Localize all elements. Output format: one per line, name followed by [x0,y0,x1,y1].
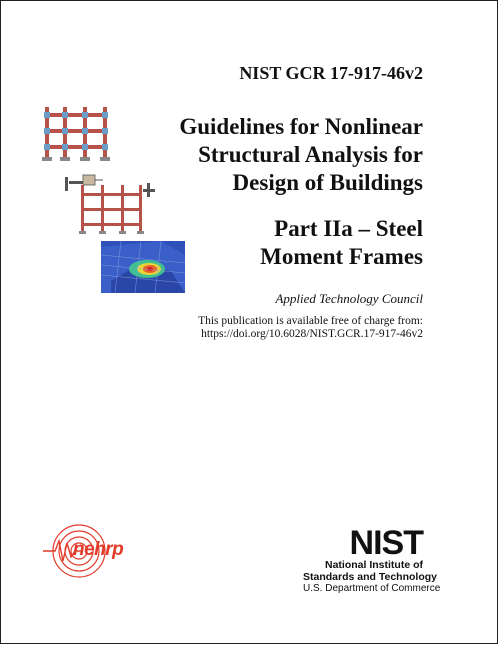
availability-note [198,315,423,341]
nist-name-line-1: National Institute of [325,559,423,571]
nist-wordmark: NIST [349,524,423,562]
part-line-2: Moment Frames [260,244,423,269]
nist-name-line-2: Standards and Technology [303,571,437,583]
nehrp-logo [43,523,143,579]
title-line-3: Design of Buildings [232,170,423,195]
author: Applied Technology Council [275,291,423,306]
availability-line-1: This publication is available free of charge from: [198,315,423,327]
availability-line-2: https://doi.org/10.6028/NIST.GCR.17-917-46v2 [201,328,423,340]
title-line-2: Structural Analysis for [198,142,423,167]
nist-logo [303,524,441,595]
frame-model-illustration [39,101,119,167]
finite-element-model-illustration [101,241,185,293]
report-title [123,113,423,197]
report-number: NIST GCR 17-917-46v2 [239,63,423,83]
connection-detail-illustration [61,171,161,239]
part-line-1: Part IIa – Steel [274,216,423,241]
title-line-1: Guidelines for Nonlinear [179,114,423,139]
nist-department: U.S. Department of Commerce [303,583,441,594]
nehrp-wordmark: nehrp [73,539,124,560]
